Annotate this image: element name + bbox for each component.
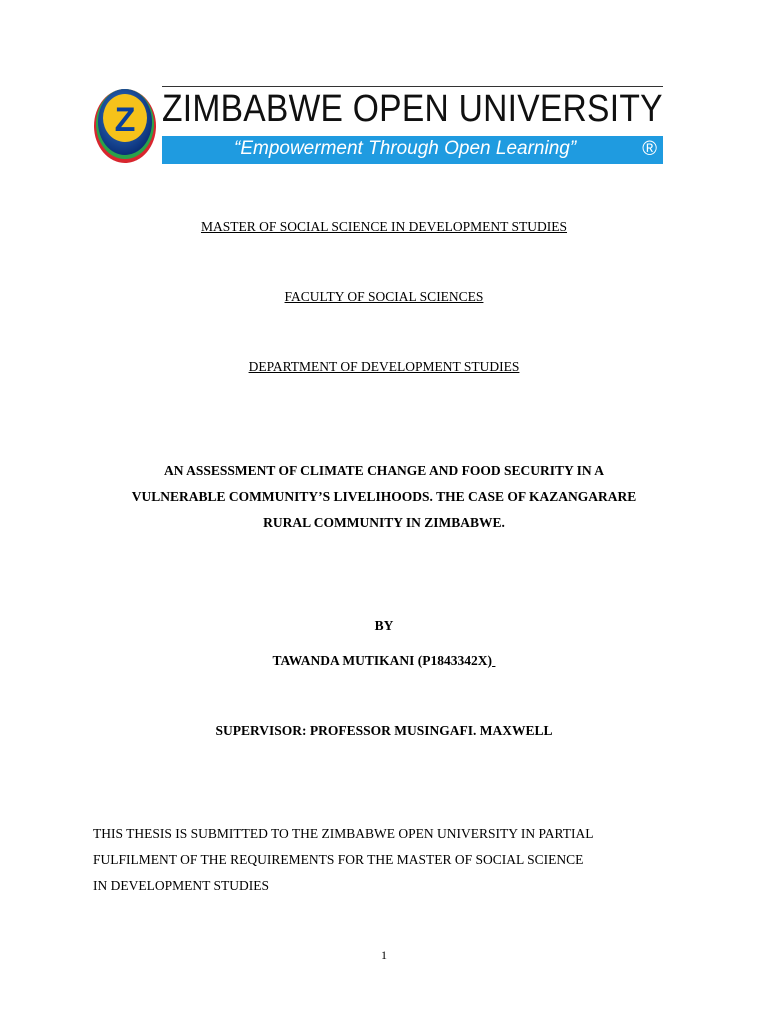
thesis-title-line: RURAL COMMUNITY IN ZIMBABWE. (263, 515, 505, 530)
zou-emblem-icon (92, 86, 158, 164)
submission-statement (93, 821, 693, 899)
registered-mark: ® (642, 138, 657, 160)
author-line (0, 652, 768, 669)
slogan-banner (162, 136, 663, 164)
submission-line: FULFILMENT OF THE REQUIREMENTS FOR THE MASTER OF SOCIAL SCIENCE (93, 852, 584, 867)
by-label: BY (374, 618, 394, 633)
university-name: ZIMBABWE OPEN UNIVERSITY (162, 88, 663, 130)
thesis-title (80, 458, 688, 536)
submission-line: THIS THESIS IS SUBMITTED TO THE ZIMBABWE OPEN UNIVERSITY IN PARTIAL (93, 826, 594, 841)
thesis-title-line: VULNERABLE COMMUNITY’S LIVELIHOODS. THE CASE OF KAZANGARARE (131, 489, 637, 504)
programme-heading: MASTER OF SOCIAL SCIENCE IN DEVELOPMENT STUDIES (200, 219, 568, 234)
university-logo (92, 84, 666, 166)
faculty-heading: FACULTY OF SOCIAL SCIENCES (284, 289, 484, 304)
submission-line: IN DEVELOPMENT STUDIES (93, 878, 269, 893)
author-name: TAWANDA MUTIKANI (P1843342X) (272, 653, 493, 668)
logo-top-rule (162, 86, 663, 87)
supervisor-line: SUPERVISOR: PROFESSOR MUSINGAFI. MAXWELL (215, 723, 553, 738)
slogan-text: “Empowerment Through Open Learning” (234, 138, 577, 159)
page-number: 1 (381, 948, 387, 962)
emblem-letter: Z (114, 101, 136, 139)
department-heading: DEPARTMENT OF DEVELOPMENT STUDIES (248, 359, 520, 374)
thesis-title-line: AN ASSESSMENT OF CLIMATE CHANGE AND FOOD SECURITY IN A (164, 463, 604, 478)
